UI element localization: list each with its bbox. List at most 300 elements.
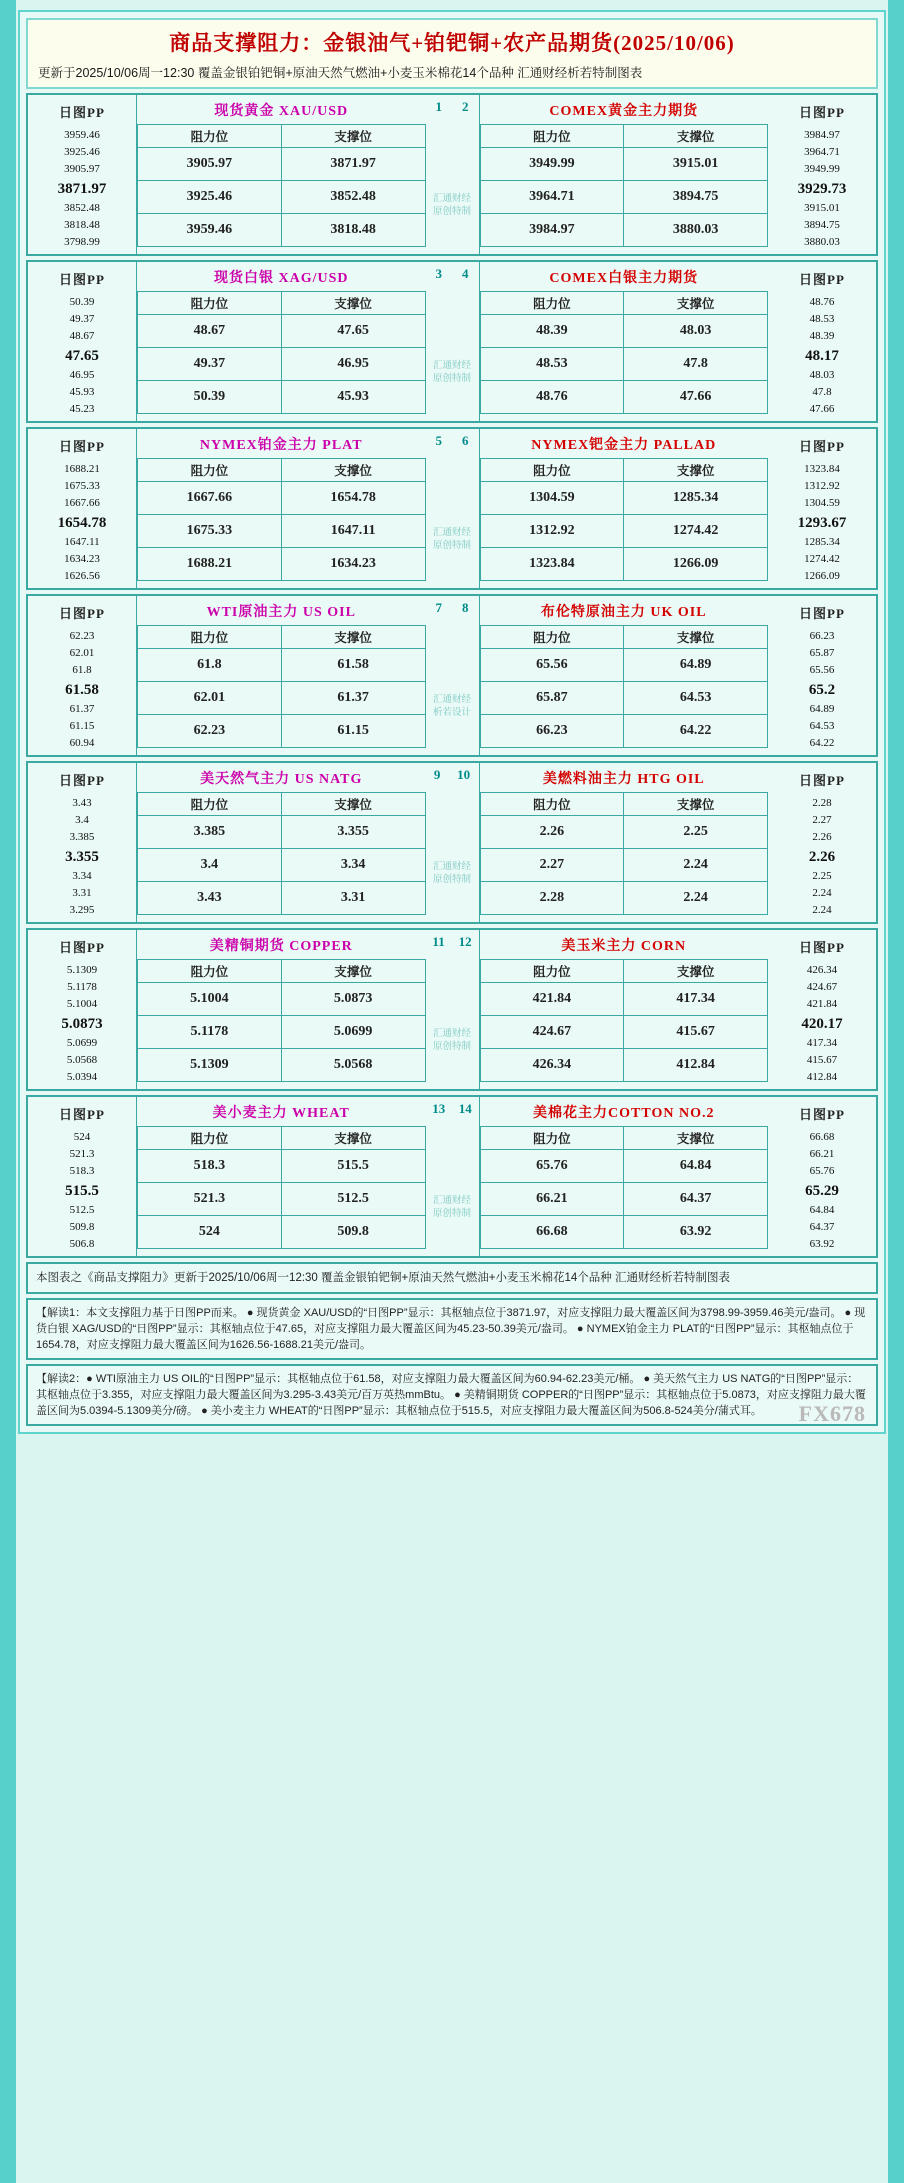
resistance-cell: 1675.33	[138, 515, 282, 548]
support-header: 支撑位	[281, 793, 425, 816]
support-cell: 3880.03	[624, 214, 768, 247]
support-header: 支撑位	[624, 292, 768, 315]
left-mid	[136, 429, 426, 588]
blocks-container	[26, 93, 878, 1258]
instrument-block	[26, 928, 878, 1091]
right-mid	[480, 429, 769, 588]
pp-value: 61.8	[72, 664, 92, 676]
resistance-header: 阻力位	[138, 292, 282, 315]
support-header: 支撑位	[281, 626, 425, 649]
block-number-left: 11	[432, 934, 445, 949]
pp-column-right	[768, 596, 876, 755]
pp-value: 5.0699	[66, 1037, 98, 1049]
page-subtitle: 更新于2025/10/06周一12:30 覆盖金银铂钯铜+原油天然气燃油+小麦玉米棉花14个品种 汇通财经析若特制图表	[38, 66, 643, 80]
pp-column-left	[28, 930, 136, 1089]
block-number-left: 13	[432, 1101, 446, 1116]
resistance-header: 阻力位	[480, 1127, 624, 1150]
levels-table	[480, 792, 769, 915]
pp-value: 3.34	[72, 870, 92, 882]
center-column	[426, 429, 480, 588]
support-header: 支撑位	[624, 793, 768, 816]
table-row	[138, 1150, 426, 1183]
footer-summary	[26, 1262, 878, 1294]
pp-value: 524	[73, 1131, 91, 1143]
table-row	[480, 1216, 768, 1249]
pp-value: 1323.84	[804, 463, 840, 475]
center-column	[426, 95, 480, 254]
support-cell: 64.53	[624, 682, 768, 715]
table-row	[480, 515, 768, 548]
pp-value: 5.1004	[66, 998, 98, 1010]
support-cell: 3871.97	[281, 148, 425, 181]
support-cell: 3.355	[281, 816, 425, 849]
pp-header: 日图PP	[59, 272, 105, 287]
resistance-cell: 48.76	[480, 381, 624, 414]
resistance-cell: 48.67	[138, 315, 282, 348]
pp-column-right	[768, 930, 876, 1089]
pp-value-list	[770, 294, 874, 418]
pp-value: 2.26	[808, 849, 836, 865]
watermark: 汇通财经 原创特制	[432, 1196, 471, 1219]
pp-value: 2.24	[812, 887, 832, 899]
watermark: 汇通财经 原创特制	[432, 361, 471, 384]
pp-value: 66.68	[809, 1131, 835, 1143]
pp-value-list	[770, 628, 874, 752]
left-mid	[136, 95, 426, 254]
resistance-header: 阻力位	[480, 793, 624, 816]
resistance-cell: 61.8	[138, 649, 282, 682]
pp-value: 512.5	[69, 1204, 95, 1216]
table-row	[138, 214, 426, 247]
pp-value: 3959.46	[64, 129, 100, 141]
support-cell: 63.92	[624, 1216, 768, 1249]
table-row	[138, 983, 426, 1016]
block-numbers	[426, 1101, 479, 1117]
fx678-watermark: FX678	[798, 1401, 866, 1426]
instrument-panel-right	[480, 429, 769, 588]
support-cell: 412.84	[624, 1049, 768, 1082]
support-cell: 3.31	[281, 882, 425, 915]
table-row	[138, 548, 426, 581]
resistance-cell: 65.76	[480, 1150, 624, 1183]
pp-value: 2.26	[812, 831, 832, 843]
support-cell: 48.03	[624, 315, 768, 348]
instrument-panel-left	[137, 429, 426, 588]
pp-value: 62.23	[69, 630, 95, 642]
pp-value: 65.29	[805, 1183, 839, 1199]
pp-value: 65.87	[809, 647, 835, 659]
pp-header: 日图PP	[799, 1107, 845, 1122]
pp-value: 426.34	[806, 964, 838, 976]
pp-value: 62.01	[69, 647, 95, 659]
resistance-header: 阻力位	[138, 626, 282, 649]
pp-value: 66.21	[809, 1148, 835, 1160]
watermark: 汇通财经 原创特制	[432, 194, 471, 217]
pp-value: 3818.48	[64, 219, 100, 231]
pp-value: 1626.56	[64, 570, 100, 582]
pp-value: 2.27	[812, 814, 832, 826]
table-row	[480, 849, 768, 882]
resistance-cell: 3949.99	[480, 148, 624, 181]
resistance-cell: 1312.92	[480, 515, 624, 548]
table-row	[480, 348, 768, 381]
pp-column-left	[28, 262, 136, 421]
instrument-panel-right	[480, 95, 769, 254]
right-mid	[480, 1097, 769, 1256]
instrument-panel-left	[137, 262, 426, 421]
pp-value: 2.28	[812, 797, 832, 809]
pp-value: 415.67	[806, 1054, 838, 1066]
pp-value: 3852.48	[64, 202, 100, 214]
pp-value: 61.15	[69, 720, 95, 732]
pp-value: 1667.66	[64, 497, 100, 509]
pp-value: 3929.73	[797, 181, 847, 197]
table-row	[138, 315, 426, 348]
pp-value: 65.56	[809, 664, 835, 676]
pp-header: 日图PP	[799, 272, 845, 287]
instrument-title: 美玉米主力 CORN	[561, 939, 687, 954]
pp-column-left	[28, 596, 136, 755]
support-header: 支撑位	[281, 459, 425, 482]
pp-header: 日图PP	[799, 773, 845, 788]
pp-value-list	[30, 1129, 134, 1253]
instrument-title: WTI原油主力 US OIL	[206, 605, 356, 620]
instrument-title: 美小麦主力 WHEAT	[212, 1106, 350, 1121]
support-cell: 1647.11	[281, 515, 425, 548]
instrument-title: 美天然气主力 US NATG	[200, 772, 363, 787]
right-mid	[480, 930, 769, 1089]
resistance-cell: 426.34	[480, 1049, 624, 1082]
pp-column-right	[768, 429, 876, 588]
support-cell: 1654.78	[281, 482, 425, 515]
support-cell: 46.95	[281, 348, 425, 381]
pp-value: 5.1178	[67, 981, 97, 993]
support-header: 支撑位	[281, 960, 425, 983]
support-cell: 5.0699	[281, 1016, 425, 1049]
pp-value: 420.17	[801, 1016, 843, 1032]
support-cell: 47.65	[281, 315, 425, 348]
pp-value: 1312.92	[804, 480, 840, 492]
pp-value: 64.22	[809, 737, 835, 749]
resistance-cell: 2.28	[480, 882, 624, 915]
instrument-panel-left	[137, 930, 426, 1089]
resistance-cell: 421.84	[480, 983, 624, 1016]
levels-table	[480, 124, 769, 247]
table-row	[138, 649, 426, 682]
pp-value: 65.76	[809, 1165, 835, 1177]
resistance-cell: 3959.46	[138, 214, 282, 247]
pp-value: 412.84	[806, 1071, 838, 1083]
support-cell: 1634.23	[281, 548, 425, 581]
table-row	[480, 649, 768, 682]
pp-value: 50.39	[69, 296, 95, 308]
pp-header: 日图PP	[59, 1107, 105, 1122]
support-header: 支撑位	[624, 1127, 768, 1150]
pp-value: 1688.21	[64, 463, 100, 475]
pp-value: 521.3	[69, 1148, 95, 1160]
instrument-panel-left	[137, 596, 426, 755]
pp-value-list	[770, 127, 874, 251]
pp-value: 45.93	[69, 386, 95, 398]
resistance-cell: 524	[138, 1216, 282, 1249]
resistance-cell: 5.1309	[138, 1049, 282, 1082]
support-header: 支撑位	[624, 459, 768, 482]
resistance-header: 阻力位	[480, 125, 624, 148]
pp-value: 48.39	[809, 330, 835, 342]
resistance-header: 阻力位	[480, 960, 624, 983]
support-cell: 64.84	[624, 1150, 768, 1183]
instrument-block	[26, 594, 878, 757]
levels-table	[137, 792, 426, 915]
pp-value: 2.24	[812, 904, 832, 916]
pp-value: 515.5	[65, 1183, 99, 1199]
block-number-right: 12	[458, 934, 472, 949]
block-number-right: 14	[458, 1101, 472, 1116]
resistance-cell: 1323.84	[480, 548, 624, 581]
resistance-cell: 1304.59	[480, 482, 624, 515]
resistance-header: 阻力位	[480, 292, 624, 315]
levels-table	[480, 458, 769, 581]
resistance-cell: 3925.46	[138, 181, 282, 214]
block-number-right: 6	[462, 433, 469, 448]
pp-value: 64.37	[809, 1221, 835, 1233]
pp-value: 1634.23	[64, 553, 100, 565]
pp-value: 61.37	[69, 703, 95, 715]
table-row	[480, 381, 768, 414]
table-row	[138, 181, 426, 214]
resistance-header: 阻力位	[138, 793, 282, 816]
pp-value: 3949.99	[804, 163, 840, 175]
pp-value: 64.53	[809, 720, 835, 732]
pp-value: 1654.78	[57, 515, 107, 531]
pp-value: 65.2	[808, 682, 836, 698]
instrument-block	[26, 427, 878, 590]
pp-value: 3.385	[69, 831, 95, 843]
block-numbers	[426, 767, 479, 783]
right-mid	[480, 596, 769, 755]
pp-value: 64.84	[809, 1204, 835, 1216]
table-row	[480, 148, 768, 181]
note-1-text: 【解读1：本文支撑阻力基于日图PP而来。 ● 现货黄金 XAU/USD的“日图PP”显示：其枢轴点位于3871.97，对应支撑阻力最大覆盖区间为3798.99-3959.46美元/盎司。 ● 现货白银 XAG/USD的“日图PP”显示：其枢轴点位于47.65，对应支撑阻力最大覆盖区间为45.23-50.39美元/盎司。 ● NYMEX铂金主力 PLAT的“日图PP”显示：其枢轴点位于1654.78，对应支撑阻力最大覆盖区间为1626.56-1688.21美元/盎司。	[36, 1307, 866, 1351]
table-row	[138, 882, 426, 915]
pp-value: 48.67	[69, 330, 95, 342]
resistance-cell: 521.3	[138, 1183, 282, 1216]
resistance-cell: 66.68	[480, 1216, 624, 1249]
support-cell: 515.5	[281, 1150, 425, 1183]
resistance-cell: 5.1178	[138, 1016, 282, 1049]
pp-value: 3.295	[69, 904, 95, 916]
pp-value: 48.76	[809, 296, 835, 308]
pp-value: 61.58	[65, 682, 99, 698]
block-number-right: 2	[462, 99, 469, 114]
watermark: 汇通财经 析若设计	[432, 695, 471, 718]
pp-column-left	[28, 1097, 136, 1256]
instrument-title: NYMEX铂金主力 PLAT	[199, 438, 363, 453]
instrument-title: 现货白银 XAG/USD	[213, 271, 349, 286]
table-row	[480, 482, 768, 515]
block-numbers	[426, 934, 479, 950]
resistance-cell: 3.4	[138, 849, 282, 882]
table-row	[138, 348, 426, 381]
levels-table	[137, 124, 426, 247]
instrument-panel-right	[480, 596, 769, 755]
table-row	[480, 548, 768, 581]
pp-header: 日图PP	[59, 439, 105, 454]
resistance-cell: 66.21	[480, 1183, 624, 1216]
table-row	[138, 682, 426, 715]
support-cell: 417.34	[624, 983, 768, 1016]
table-row	[480, 1150, 768, 1183]
resistance-cell: 1688.21	[138, 548, 282, 581]
pp-value: 48.53	[809, 313, 835, 325]
pp-header: 日图PP	[799, 606, 845, 621]
pp-value-list	[30, 795, 134, 919]
pp-header: 日图PP	[59, 606, 105, 621]
pp-value: 1266.09	[804, 570, 840, 582]
instrument-block	[26, 93, 878, 256]
table-row	[138, 148, 426, 181]
resistance-cell: 1667.66	[138, 482, 282, 515]
resistance-cell: 3.43	[138, 882, 282, 915]
left-mid	[136, 930, 426, 1089]
block-numbers	[426, 266, 479, 282]
report-sheet	[18, 10, 886, 1434]
table-row	[138, 381, 426, 414]
instrument-panel-left	[137, 95, 426, 254]
support-cell: 64.89	[624, 649, 768, 682]
levels-table	[137, 959, 426, 1082]
pp-value: 518.3	[69, 1165, 95, 1177]
resistance-cell: 62.01	[138, 682, 282, 715]
pp-header: 日图PP	[59, 773, 105, 788]
resistance-header: 阻力位	[138, 960, 282, 983]
instrument-title: 现货黄金 XAU/USD	[214, 104, 349, 119]
table-row	[138, 1216, 426, 1249]
support-cell: 512.5	[281, 1183, 425, 1216]
right-mid	[480, 95, 769, 254]
resistance-cell: 3984.97	[480, 214, 624, 247]
instrument-panel-left	[137, 1097, 426, 1256]
table-row	[138, 1183, 426, 1216]
instrument-title: 美棉花主力COTTON NO.2	[533, 1106, 715, 1121]
table-row	[138, 816, 426, 849]
support-cell: 1285.34	[624, 482, 768, 515]
pp-header: 日图PP	[799, 105, 845, 120]
resistance-cell: 2.27	[480, 849, 624, 882]
levels-table	[480, 625, 769, 748]
block-number-left: 7	[435, 600, 442, 615]
pp-value: 1285.34	[804, 536, 840, 548]
table-row	[480, 816, 768, 849]
table-row	[138, 515, 426, 548]
instrument-title: 布伦特原油主力 UK OIL	[540, 605, 707, 620]
block-number-right: 10	[457, 767, 471, 782]
table-row	[480, 1016, 768, 1049]
pp-value: 63.92	[809, 1238, 835, 1250]
pp-value: 48.17	[805, 348, 839, 364]
pp-header: 日图PP	[59, 105, 105, 120]
pp-value: 509.8	[69, 1221, 95, 1233]
resistance-cell: 50.39	[138, 381, 282, 414]
pp-column-right	[768, 262, 876, 421]
pp-value: 3964.71	[804, 146, 840, 158]
watermark: 汇通财经 原创特制	[432, 528, 471, 551]
resistance-cell: 518.3	[138, 1150, 282, 1183]
pp-value-list	[30, 294, 134, 418]
note-2	[26, 1364, 878, 1426]
center-column	[426, 930, 480, 1089]
pp-value: 47.8	[812, 386, 832, 398]
levels-table	[480, 1126, 769, 1249]
levels-table	[137, 625, 426, 748]
support-cell: 3894.75	[624, 181, 768, 214]
pp-value: 45.23	[69, 403, 95, 415]
pp-value: 1274.42	[804, 553, 840, 565]
pp-value: 421.84	[806, 998, 838, 1010]
support-header: 支撑位	[281, 1127, 425, 1150]
levels-table	[480, 291, 769, 414]
instrument-panel-right	[480, 763, 769, 922]
table-row	[138, 715, 426, 748]
pp-value: 47.66	[809, 403, 835, 415]
table-row	[138, 1016, 426, 1049]
pp-value: 46.95	[69, 369, 95, 381]
support-cell: 3.34	[281, 849, 425, 882]
pp-value: 49.37	[69, 313, 95, 325]
pp-column-left	[28, 95, 136, 254]
pp-value-list	[770, 461, 874, 585]
pp-column-right	[768, 763, 876, 922]
resistance-cell: 5.1004	[138, 983, 282, 1016]
left-mid	[136, 262, 426, 421]
pp-value: 3925.46	[64, 146, 100, 158]
left-mid	[136, 596, 426, 755]
pp-value: 3984.97	[804, 129, 840, 141]
right-mid	[480, 763, 769, 922]
block-number-right: 4	[462, 266, 469, 281]
footer-text: 本图表之《商品支撑阻力》更新于2025/10/06周一12:30 覆盖金银铂钯铜+原油天然气燃油+小麦玉米棉花14个品种 汇通财经析若特制图表	[36, 1272, 730, 1284]
resistance-cell: 49.37	[138, 348, 282, 381]
resistance-cell: 48.39	[480, 315, 624, 348]
pp-header: 日图PP	[59, 940, 105, 955]
table-row	[138, 849, 426, 882]
support-header: 支撑位	[624, 960, 768, 983]
instrument-panel-right	[480, 262, 769, 421]
resistance-cell: 3905.97	[138, 148, 282, 181]
instrument-title: COMEX黄金主力期货	[549, 104, 699, 119]
resistance-cell: 65.87	[480, 682, 624, 715]
pp-value: 66.23	[809, 630, 835, 642]
center-column	[426, 262, 480, 421]
support-cell: 47.66	[624, 381, 768, 414]
support-cell: 47.8	[624, 348, 768, 381]
instrument-title: 美燃料油主力 HTG OIL	[542, 772, 705, 787]
header	[26, 18, 878, 89]
instrument-title: NYMEX钯金主力 PALLAD	[531, 438, 717, 453]
resistance-cell: 66.23	[480, 715, 624, 748]
watermark: 汇通财经 原创特制	[432, 1029, 471, 1052]
pp-value: 1647.11	[64, 536, 100, 548]
pp-value: 1293.67	[797, 515, 847, 531]
support-cell: 64.22	[624, 715, 768, 748]
pp-value: 3.4	[75, 814, 89, 826]
support-cell: 2.24	[624, 882, 768, 915]
block-number-left: 1	[435, 99, 442, 114]
left-mid	[136, 763, 426, 922]
pp-value: 47.65	[65, 348, 99, 364]
center-column	[426, 763, 480, 922]
resistance-cell: 3964.71	[480, 181, 624, 214]
